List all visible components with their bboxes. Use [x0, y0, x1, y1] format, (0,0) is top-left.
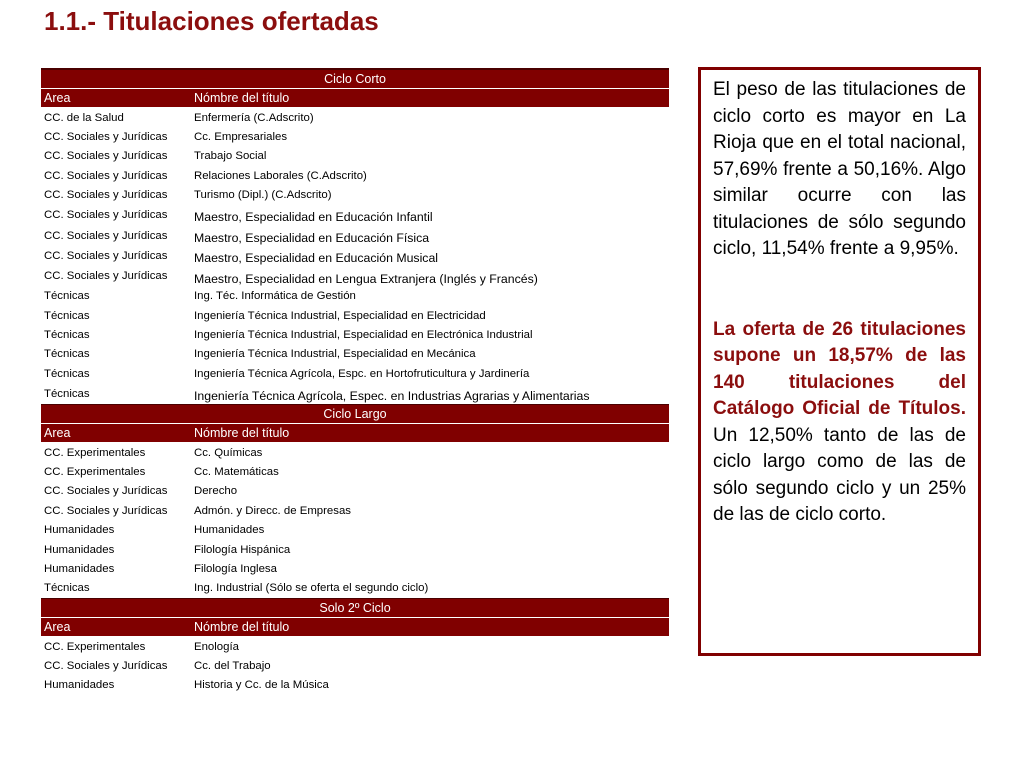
area-cell: CC. Sociales y Jurídicas [44, 270, 168, 283]
table-row [41, 501, 669, 520]
table-row [41, 482, 669, 501]
area-cell: CC. de la Salud [44, 111, 124, 124]
area-cell: Técnicas [44, 309, 90, 322]
area-cell: CC. Sociales y Jurídicas [44, 150, 168, 163]
area-cell: CC. Experimentales [44, 640, 146, 653]
commentary-paragraph-1: El peso de las titulaciones de ciclo corto es mayor en La Rioja que en el total nacional, 57,69% frente a 50,16%. Algo similar ocurre con las titulaciones de sólo segundo ciclo, 11,54% frente a 9,95%. [713, 79, 966, 259]
table-row [41, 462, 669, 481]
titulo-cell: Derecho [194, 485, 238, 498]
titulo-cell: Ingeniería Técnica Industrial, Especialidad en Electricidad [194, 309, 486, 322]
commentary-text: Un 12,50% tanto de las de ciclo largo como de las de sólo segundo ciclo y un 25% de las de ciclo corto. [713, 424, 966, 525]
commentary-highlight: La oferta de 26 titulaciones supone un 18,57% de las 140 titulaciones del Catálogo Oficial de Títulos. [713, 318, 966, 419]
area-cell: Humanidades [44, 543, 115, 556]
area-cell: CC. Sociales y Jurídicas [44, 209, 168, 222]
titulo-cell: Cc. Químicas [194, 446, 263, 459]
titulo-cell: Maestro, Especialidad en Lengua Extranjera (Inglés y Francés) [194, 271, 538, 286]
titulo-cell: Historia y Cc. de la Música [194, 679, 329, 692]
table-row [41, 345, 669, 364]
section-title: Ciclo Largo [41, 404, 669, 423]
table-row [41, 287, 669, 306]
table-row [41, 676, 669, 695]
section-title: Solo 2º Ciclo [41, 598, 669, 617]
area-cell: Humanidades [44, 562, 115, 575]
area-cell: Humanidades [44, 679, 115, 692]
area-cell: CC. Sociales y Jurídicas [44, 660, 168, 673]
titulo-cell: Humanidades [194, 524, 265, 537]
titulo-cell: Ing. Industrial (Sólo se oferta el segundo ciclo) [194, 582, 429, 595]
titulaciones-table [41, 68, 669, 695]
area-cell: Técnicas [44, 328, 90, 341]
column-header-row [41, 89, 669, 108]
area-cell: CC. Sociales y Jurídicas [44, 189, 168, 202]
column-header-row [41, 423, 669, 442]
area-cell: CC. Sociales y Jurídicas [44, 249, 168, 262]
column-header-area: Area [41, 617, 191, 636]
table-row [41, 636, 669, 656]
titulaciones-tables [41, 68, 669, 695]
area-cell: CC. Sociales y Jurídicas [44, 504, 168, 517]
table-row [41, 166, 669, 185]
column-header-area: Area [41, 89, 191, 108]
area-cell: CC. Sociales y Jurídicas [44, 229, 168, 242]
titulo-cell: Enología [194, 640, 239, 653]
titulo-cell: Filología Inglesa [194, 562, 277, 575]
area-cell: Técnicas [44, 348, 90, 361]
titulo-cell: Enfermería (C.Adscrito) [194, 111, 314, 124]
column-header-area: Area [41, 423, 191, 442]
column-header-titulo: Nómbre del título [191, 89, 669, 108]
titulo-cell: Ingeniería Técnica Agrícola, Espc. en Hortofruticultura y Jardinería [194, 367, 530, 380]
table-row [41, 246, 669, 266]
section-header-ciclo-largo [41, 404, 669, 423]
table-row [41, 559, 669, 578]
titulo-cell: Ingeniería Técnica Agrícola, Espec. en Industrias Agrarias y Alimentarias [194, 388, 590, 403]
area-cell: CC. Experimentales [44, 465, 146, 478]
area-cell: CC. Sociales y Jurídicas [44, 131, 168, 144]
titulo-cell: Cc. Empresariales [194, 131, 288, 144]
titulo-cell: Maestro, Especialidad en Educación Física [194, 230, 430, 245]
table-row [41, 540, 669, 559]
table-row [41, 306, 669, 325]
area-cell: Técnicas [44, 367, 90, 380]
commentary-box [698, 67, 981, 656]
titulo-cell: Maestro, Especialidad en Educación Musical [194, 251, 439, 266]
section-header-ciclo-corto [41, 69, 669, 89]
page-title: 1.1.- Titulaciones ofertadas [44, 6, 379, 36]
table-row [41, 127, 669, 146]
table-row [41, 383, 669, 404]
table-row [41, 656, 669, 675]
section-header-solo-segundo-ciclo [41, 598, 669, 617]
area-cell: Técnicas [44, 290, 90, 303]
titulo-cell: Filología Hispánica [194, 543, 291, 556]
titulo-cell: Ingeniería Técnica Industrial, Especialidad en Electrónica Industrial [194, 328, 533, 341]
area-cell: CC. Experimentales [44, 446, 146, 459]
titulo-cell: Cc. Matemáticas [194, 465, 279, 478]
column-header-titulo: Nómbre del título [191, 423, 669, 442]
table-row [41, 186, 669, 205]
area-cell: Técnicas [44, 582, 90, 595]
column-header-titulo: Nómbre del título [191, 617, 669, 636]
table-row [41, 442, 669, 462]
titulo-cell: Cc. del Trabajo [194, 660, 271, 673]
table-row [41, 579, 669, 599]
table-row [41, 266, 669, 286]
titulo-cell: Turismo (Dipl.) (C.Adscrito) [194, 189, 332, 202]
titulo-cell: Maestro, Especialidad en Educación Infantil [194, 210, 433, 225]
table-row [41, 108, 669, 128]
column-header-row [41, 617, 669, 636]
titulo-cell: Ing. Téc. Informática de Gestión [194, 290, 356, 303]
table-row [41, 364, 669, 383]
table-row [41, 205, 669, 225]
area-cell: Humanidades [44, 524, 115, 537]
table-row [41, 225, 669, 245]
area-cell: Técnicas [44, 387, 90, 400]
area-cell: CC. Sociales y Jurídicas [44, 169, 168, 182]
titulo-cell: Admón. y Direcc. de Empresas [194, 504, 351, 517]
table-row [41, 325, 669, 344]
area-cell: CC. Sociales y Jurídicas [44, 485, 168, 498]
titulo-cell: Relaciones Laborales (C.Adscrito) [194, 169, 367, 182]
section-title: Ciclo Corto [41, 69, 669, 89]
titulo-cell: Trabajo Social [194, 150, 267, 163]
table-row [41, 147, 669, 166]
commentary-paragraph-2 [713, 317, 966, 529]
table-row [41, 520, 669, 539]
titulo-cell: Ingeniería Técnica Industrial, Especialidad en Mecánica [194, 348, 476, 361]
